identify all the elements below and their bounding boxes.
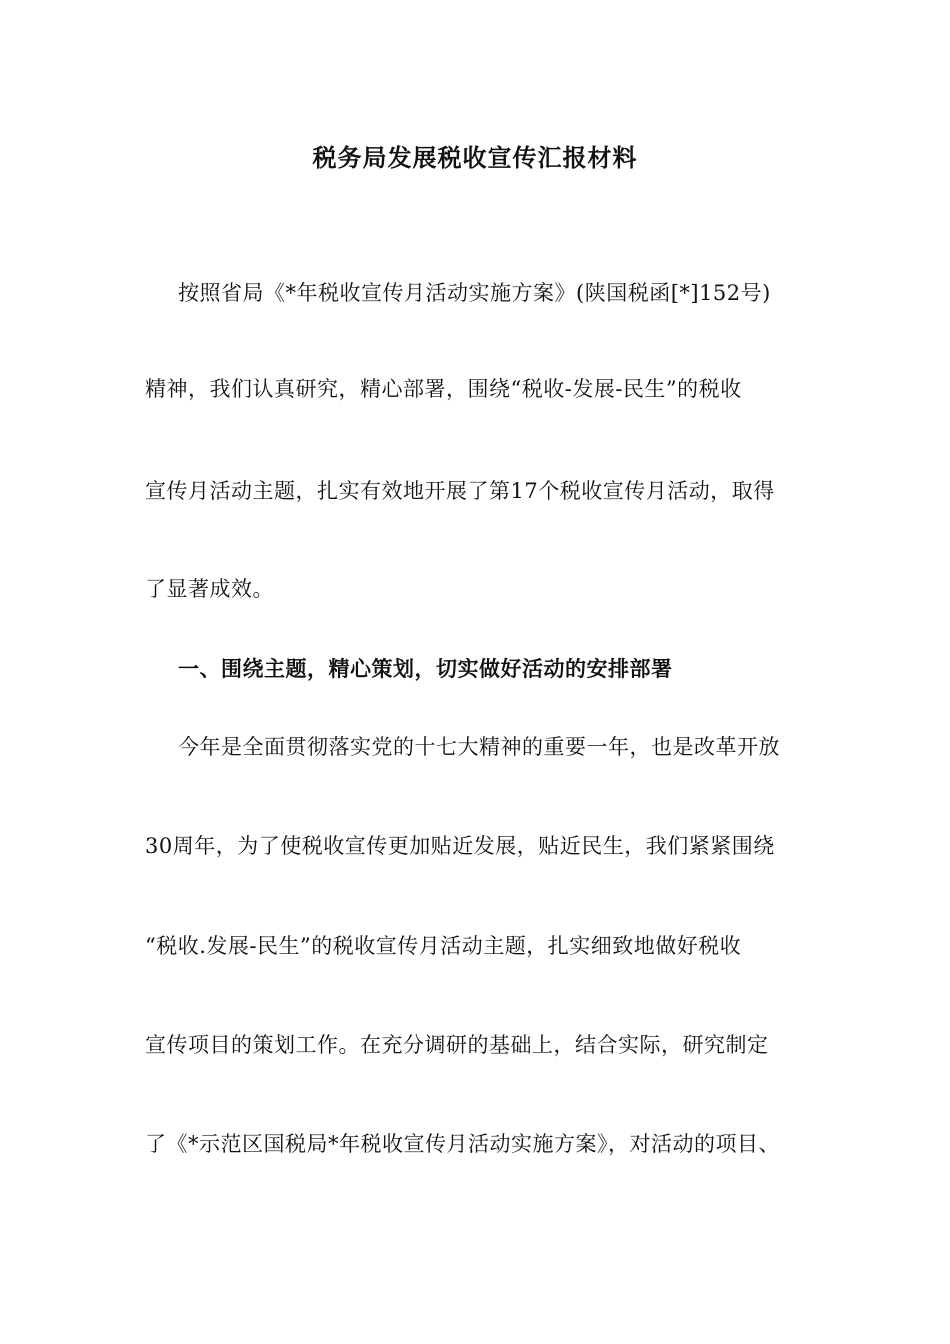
paragraph-line: 了《*示范区国税局*年税收宣传月活动实施方案》，对活动的项目、: [145, 1132, 780, 1156]
paragraph-line: “税收.发展-民生”的税收宣传月活动主题，扎实细致地做好税收: [145, 934, 742, 958]
section-heading: 一、围绕主题，精心策划，切实做好活动的安排部署: [178, 657, 673, 681]
paragraph-line: 宣传月活动主题，扎实有效地开展了第17个税收宣传月活动，取得: [145, 479, 775, 503]
paragraph-line: 宣传项目的策划工作。在充分调研的基础上，结合实际，研究制定: [145, 1033, 769, 1057]
paragraph-line: 今年是全面贯彻落实党的十七大精神的重要一年，也是改革开放: [178, 735, 780, 759]
paragraph-line: 精神，我们认真研究，精心部署，围绕“税收-发展-民生”的税收: [145, 377, 742, 401]
paragraph-line: 按照省局《*年税收宣传月活动实施方案》(陕国税函[*]152号): [178, 281, 771, 305]
document-title: 税务局发展税收宣传汇报材料: [312, 143, 638, 172]
paragraph-line: 了显著成效。: [145, 577, 274, 601]
paragraph-line: 30周年，为了使税收宣传更加贴近发展，贴近民生，我们紧紧围绕: [145, 834, 775, 858]
